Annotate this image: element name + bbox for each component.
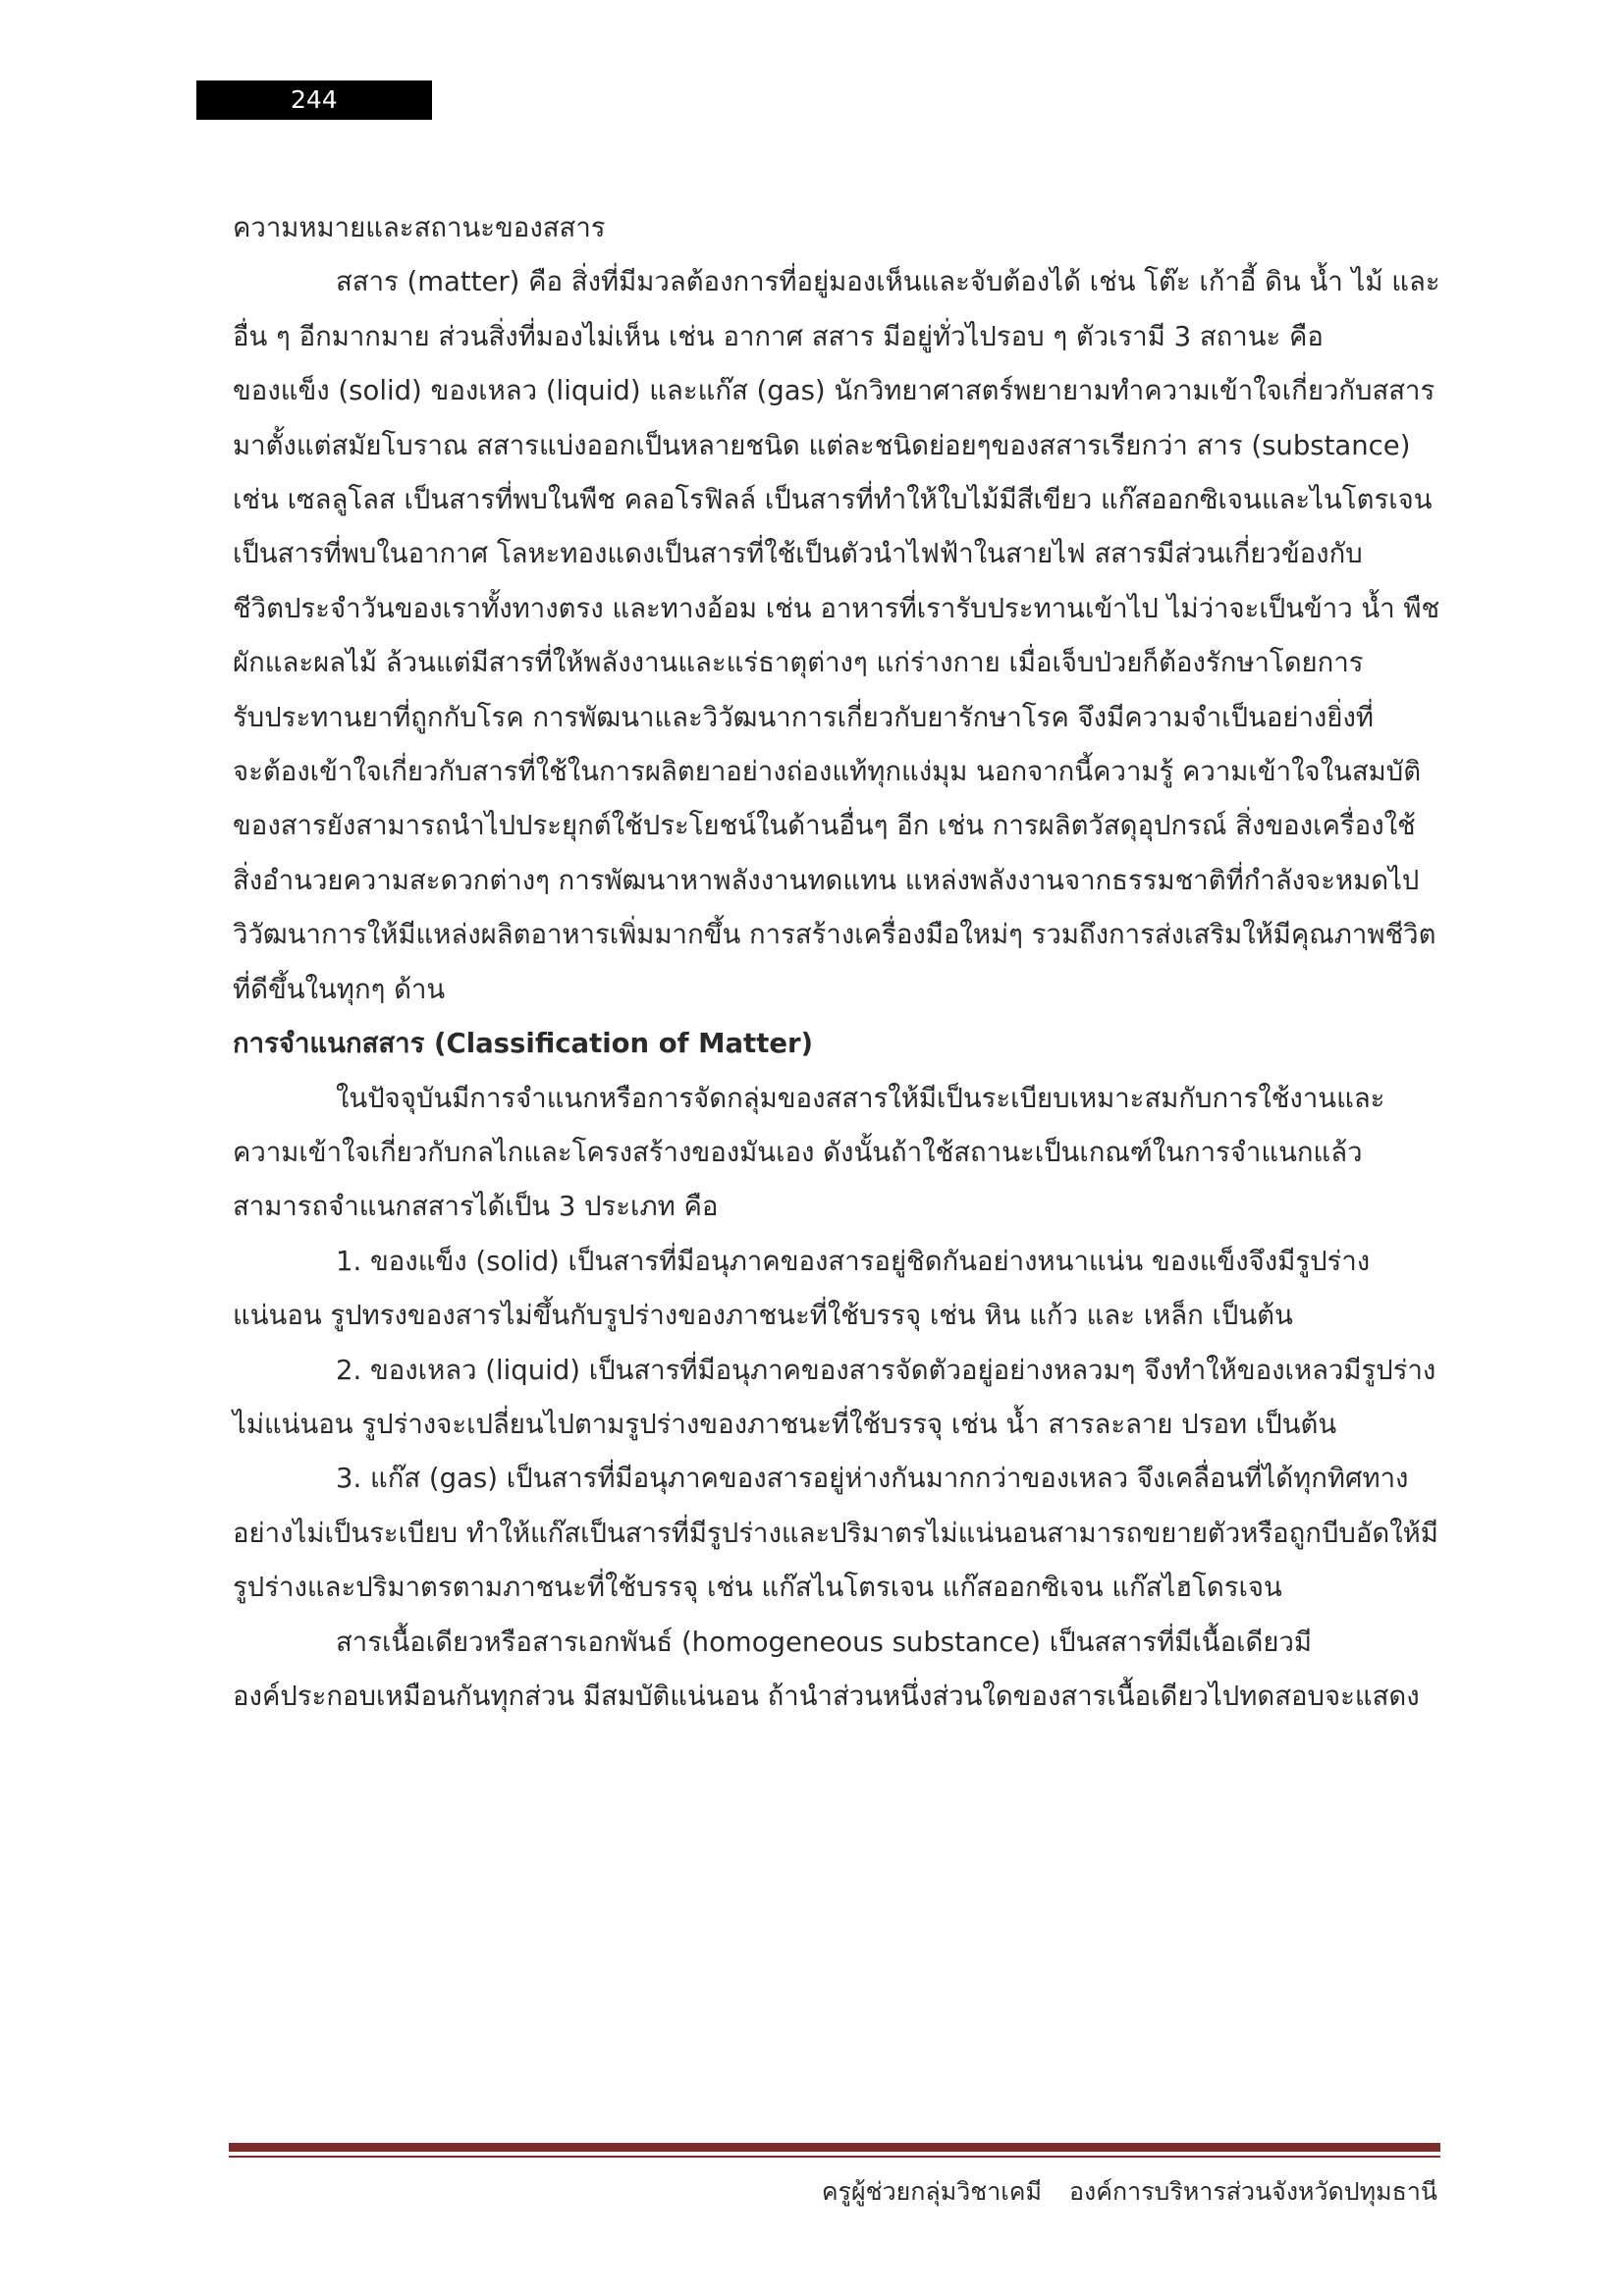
text-line: รับประทานยาที่ถูกกับโรค การพัฒนาและวิวัฒนาการเกี่ยวกับยารักษาโรค จึงมีความจำเป็นอย่างยิ่งที่ (233, 701, 1374, 733)
text-line: ไม่แน่นอน รูปร่างจะเปลี่ยนไปตามรูปร่างของภาชนะที่ใช้บรรจุ เช่น น้ำ สารละลาย ปรอท เป็นต้น (233, 1408, 1337, 1440)
footer-rule (229, 2143, 1440, 2152)
paragraph-classification-intro (233, 1072, 1440, 1235)
text-line: เป็นสารที่พบในอากาศ โลหะทองแดงเป็นสารที่ใช้เป็นตัวนำไฟฟ้าในสายไฟ สสารมีส่วนเกี่ยวข้องกับ (233, 538, 1363, 570)
list-item-solid (233, 1235, 1440, 1344)
text-line: ในปัจจุบันมีการจำแนกหรือการจัดกลุ่มของสสารให้มีเป็นระเบียบเหมาะสมกับการใช้งานและ (336, 1082, 1385, 1114)
text-line: ความหมายและสถานะของสสาร (233, 212, 606, 243)
text-line: สิ่งอำนวยความสะดวกต่างๆ การพัฒนาหาพลังงานทดแทน แหล่งพลังงานจากธรรมชาติที่กำลังจะหมดไป (233, 864, 1420, 896)
page-number: 244 (196, 80, 432, 120)
section-heading-classification (233, 1017, 1440, 1071)
text-line: อย่างไม่เป็นระเบียบ ทำให้แก๊สเป็นสารที่มีรูปร่างและปริมาตรไม่แน่นอนสามารถขยายตัวหรือถูกบีบอัดให้มี (233, 1517, 1438, 1549)
list-item-gas (233, 1452, 1440, 1615)
text-line: สามารถจำแนกสสารได้เป็น 3 ประเภท คือ (233, 1191, 719, 1223)
section-title-meaning (233, 201, 1440, 255)
text-line: ความเข้าใจเกี่ยวกับกลไกและโครงสร้างของมันเอง ดังนั้นถ้าใช้สถานะเป็นเกณฑ์ในการจำแนกแล้ว (233, 1136, 1363, 1168)
footer-author: ครูผู้ช่วยกลุ่มวิชาเคมี (821, 2177, 1042, 2206)
text-line: การจำแนกสสาร (Classification of Matter) (233, 1028, 814, 1060)
text-line: อื่น ๆ อีกมากมาย ส่วนสิ่งที่มองไม่เห็น เช่น อากาศ สสาร มีอยู่ทั่วไปรอบ ๆ ตัวเรามี 3 สถานะ คือ (233, 320, 1324, 352)
text-line: วิวัฒนาการให้มีแหล่งผลิตอาหารเพิ่มมากขึ้น การสร้างเครื่องมือใหม่ๆ รวมถึงการส่งเสริมให้มีคุณภาพชีวิต (233, 919, 1436, 951)
text-line: รูปร่างและปริมาตรตามภาชนะที่ใช้บรรจุ เช่น แก๊สไนโตรเจน แก๊สออกซิเจน แก๊สไฮโดรเจน (233, 1572, 1282, 1604)
text-line: สารเนื้อเดียวหรือสารเอกพันธ์ (homogeneous substance) เป็นสสารที่มีเนื้อเดียวมี (336, 1626, 1313, 1658)
text-line: ของแข็ง (solid) ของเหลว (liquid) และแก๊ส (gas) นักวิทยาศาสตร์พยายามทำความเข้าใจเกี่ยวกับสสาร (233, 375, 1435, 407)
text-line: 1. ของแข็ง (solid) เป็นสารที่มีอนุภาคของสารอยู่ชิดกันอย่างหนาแน่น ของแข็งจึงมีรูปร่าง (336, 1245, 1371, 1277)
footer-rule-thin (229, 2156, 1440, 2158)
paragraph-homogeneous (233, 1616, 1440, 1725)
text-line: ผักและผลไม้ ล้วนแต่มีสารที่ให้พลังงานและแร่ธาตุต่างๆ แก่ร่างกาย เมื่อเจ็บป่วยก็ต้องรักษาโดยการ (233, 647, 1364, 679)
text-line: ที่ดีขึ้นในทุกๆ ด้าน (233, 973, 446, 1005)
text-line: มาตั้งแต่สมัยโบราณ สสารแบ่งออกเป็นหลายชนิด แต่ละชนิดย่อยๆของสสารเรียกว่า สาร (substance) (233, 429, 1411, 461)
text-line: สสาร (matter) คือ สิ่งที่มีมวลต้องการที่อยู่มองเห็นและจับต้องได้ เช่น โต๊ะ เก้าอี้ ดิน น้ำ ไม้ และ (336, 266, 1440, 298)
footer-organization: องค์การบริหารส่วนจังหวัดปทุมธานี (1069, 2177, 1437, 2206)
text-line: ของสารยังสามารถนำไปประยุกต์ใช้ประโยชน์ในด้านอื่นๆ อีก เช่น การผลิตวัสดุอุปกรณ์ สิ่งของเครื่องใช้ (233, 810, 1416, 842)
text-line: องค์ประกอบเหมือนกันทุกส่วน มีสมบัติแน่นอน ถ้านำส่วนหนึ่งส่วนใดของสารเนื้อเดียวไปทดสอบจะแสดง (233, 1680, 1420, 1712)
text-line: จะต้องเข้าใจเกี่ยวกับสารที่ใช้ในการผลิตยาอย่างถ่องแท้ทุกแง่มุม นอกจากนี้ความรู้ ความเข้าใจในสมบัติ (233, 756, 1422, 788)
text-line: เช่น เซลลูโลส เป็นสารที่พบในพืช คลอโรฟิลล์ เป็นสารที่ทำให้ใบไม้มีสีเขียว แก๊สออกซิเจนและไนโตรเจน (233, 484, 1433, 516)
text-line: ชีวิตประจำวันของเราทั้งทางตรง และทางอ้อม เช่น อาหารที่เรารับประทานเข้าไป ไม่ว่าจะเป็นข้าว น้ำ พืช (233, 592, 1440, 624)
paragraph-matter-definition (233, 255, 1440, 1017)
text-line: 2. ของเหลว (liquid) เป็นสารที่มีอนุภาคของสารจัดตัวอยู่อย่างหลวมๆ จึงทำให้ของเหลวมีรูปร่าง (336, 1354, 1436, 1386)
text-line: 3. แก๊ส (gas) เป็นสารที่มีอนุภาคของสารอยู่ห่างกันมากกว่าของเหลว จึงเคลื่อนที่ได้ทุกทิศทาง (336, 1463, 1409, 1495)
document-body (233, 201, 1440, 1724)
footer (822, 2172, 1437, 2212)
text-line: แน่นอน รูปทรงของสารไม่ขึ้นกับรูปร่างของภาชนะที่ใช้บรรจุ เช่น หิน แก้ว และ เหล็ก เป็นต้น (233, 1300, 1293, 1332)
list-item-liquid (233, 1344, 1440, 1453)
